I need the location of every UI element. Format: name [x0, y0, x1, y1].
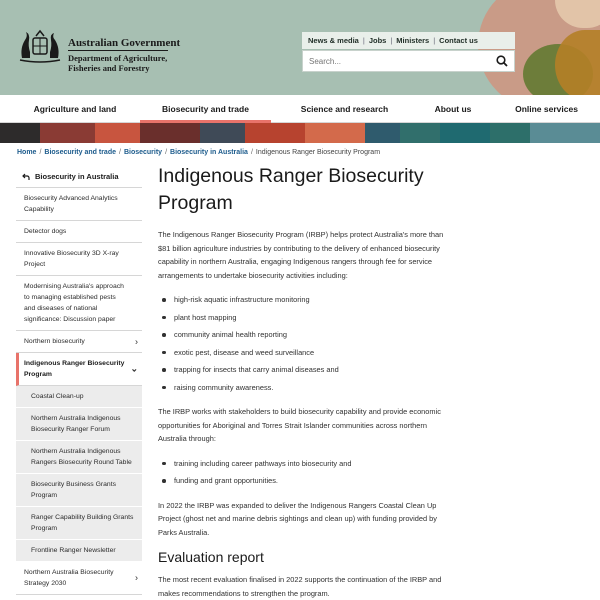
divider	[68, 50, 168, 51]
coat-of-arms-icon[interactable]	[16, 28, 64, 66]
side-back-label: Biosecurity in Australia	[35, 172, 119, 181]
side-subitem-label: Biosecurity Business Grants Program	[31, 481, 116, 499]
separator: /	[250, 149, 253, 156]
utility-link-contact[interactable]: Contact us	[439, 36, 478, 45]
nav-biosecurity-and-trade[interactable]: Biosecurity and trade	[140, 95, 271, 123]
nav-science-and-research[interactable]: Science and research	[300, 104, 389, 114]
side-subitem-coastal-cleanup[interactable]	[16, 386, 142, 408]
list-item: trapping for insects that carry animal diseases and	[158, 361, 450, 379]
nav-agriculture-and-land[interactable]: Agriculture and land	[33, 104, 117, 114]
side-item-label: Northern biosecurity	[24, 338, 85, 345]
side-subitem-label: Northern Australia Indigenous Rangers Biosecurity Round Table	[31, 448, 132, 466]
separator: |	[390, 36, 393, 45]
list-item: exotic pest, disease and weed surveillance	[158, 344, 450, 362]
intro-paragraph: The Indigenous Ranger Biosecurity Program (IRBP) helps protect Australia's more than $81 billion agriculture industries by contributing to the delivery of enhanced biosecurity capability in northern Australia, engaging Indigenous rangers through fee for service arrangements to undertake biosecurity activities including:	[158, 230, 444, 280]
side-subitem-newsletter[interactable]	[16, 540, 142, 562]
breadcrumb-current: Indigenous Ranger Biosecurity Program	[255, 149, 381, 156]
chevron-right-icon[interactable]: ›	[135, 336, 138, 346]
side-subitem-ranger-forum[interactable]	[16, 408, 142, 441]
separator: /	[118, 149, 121, 156]
opportunities-list	[158, 455, 450, 490]
side-item-label: Northern Australia Biosecurity Strategy 2030	[24, 569, 114, 587]
nav-online-services[interactable]: Online services	[515, 104, 578, 114]
utility-link-news[interactable]: News & media	[308, 36, 359, 45]
side-item-label: Innovative Biosecurity 3D X-ray Project	[24, 250, 119, 268]
utility-nav	[302, 32, 515, 49]
list-item: community animal health reporting	[158, 326, 450, 344]
back-arrow-icon	[22, 173, 30, 181]
breadcrumb-biosecurity-in-australia[interactable]: Biosecurity in Australia	[170, 149, 248, 156]
page-title: Indigenous Ranger Biosecurity Program	[158, 165, 424, 214]
breadcrumb-biosecurity[interactable]: Biosecurity	[123, 149, 163, 156]
utility-link-ministers[interactable]: Ministers	[396, 36, 430, 45]
activities-list	[158, 291, 450, 396]
dept-line-2: Fisheries and Forestry	[68, 63, 150, 73]
side-item-xray[interactable]	[16, 243, 142, 276]
breadcrumb-biosecurity-and-trade[interactable]: Biosecurity and trade	[44, 149, 116, 156]
side-subitem-label: Coastal Clean-up	[31, 393, 84, 400]
breadcrumb-home[interactable]: Home	[17, 149, 37, 156]
list-item: raising community awareness.	[158, 379, 450, 397]
search-bar	[302, 50, 515, 72]
utility-link-jobs[interactable]: Jobs	[368, 36, 387, 45]
separator: /	[39, 149, 42, 156]
side-item-label: Detector dogs	[24, 228, 67, 235]
side-nav	[16, 166, 142, 595]
hero-banner-image	[0, 123, 600, 143]
dept-line-1: Department of Agriculture,	[68, 53, 168, 63]
list-item: funding and grant opportunities.	[158, 472, 450, 490]
site-header	[0, 0, 600, 95]
side-subitem-label: Ranger Capability Building Grants Program	[31, 514, 134, 532]
chevron-right-icon[interactable]: ›	[135, 572, 138, 583]
separator: |	[433, 36, 436, 45]
search-button[interactable]	[490, 51, 514, 71]
evaluation-heading: Evaluation report	[158, 549, 264, 565]
breadcrumb	[17, 149, 380, 156]
search-input[interactable]	[303, 51, 490, 71]
side-subitem-label: Frontline Ranger Newsletter	[31, 547, 116, 554]
list-item: training including career pathways into biosecurity and	[158, 455, 450, 473]
side-item-indigenous-ranger[interactable]	[16, 353, 142, 386]
separator: |	[362, 36, 365, 45]
chevron-down-icon[interactable]: ⌄	[130, 363, 138, 374]
gov-title[interactable]: Australian Government	[68, 37, 181, 49]
side-subitem-label: Northern Australia Indigenous Biosecurity Ranger Forum	[31, 415, 121, 433]
nav-about-us[interactable]: About us	[434, 104, 472, 114]
main-nav	[0, 95, 600, 123]
side-item-detector-dogs[interactable]	[16, 221, 142, 243]
side-subitem-round-table[interactable]	[16, 441, 142, 474]
side-item-label: Indigenous Ranger Biosecurity Program	[24, 360, 125, 378]
side-item-analytics[interactable]	[16, 188, 142, 221]
department-name[interactable]	[68, 53, 178, 73]
separator: /	[165, 149, 168, 156]
list-item: plant host mapping	[158, 309, 450, 327]
side-item-modernising[interactable]	[16, 276, 142, 331]
side-item-label: Modernising Australia's approach to managing established pests and diseases of national significance: Discussion paper	[24, 283, 124, 323]
side-subitem-business-grants[interactable]	[16, 474, 142, 507]
side-item-northern-biosecurity[interactable]	[16, 331, 142, 353]
evaluation-paragraph: The most recent evaluation finalised in 2022 supports the continuation of the IRBP and makes recommendations to strengthen the program.	[158, 575, 442, 598]
list-item: high-risk aquatic infrastructure monitoring	[158, 291, 450, 309]
search-icon	[496, 55, 508, 67]
expansion-paragraph: In 2022 the IRBP was expanded to deliver the Indigenous Rangers Coastal Clean Up Project (ghost net and marine debris sightings and clean up) with funding provided by Parks Australia.	[158, 500, 437, 537]
stakeholders-paragraph: The IRBP works with stakeholders to build biosecurity capability and provide economic opportunities for Aboriginal and Torres Strait Islander communities across northern Australia through:	[158, 407, 441, 443]
side-item-strategy-2030[interactable]	[16, 562, 142, 595]
main-content	[158, 163, 450, 600]
side-back-link[interactable]	[16, 166, 142, 188]
side-item-label: Biosecurity Advanced Analytics Capability	[24, 195, 118, 213]
side-subitem-capability-grants[interactable]	[16, 507, 142, 540]
